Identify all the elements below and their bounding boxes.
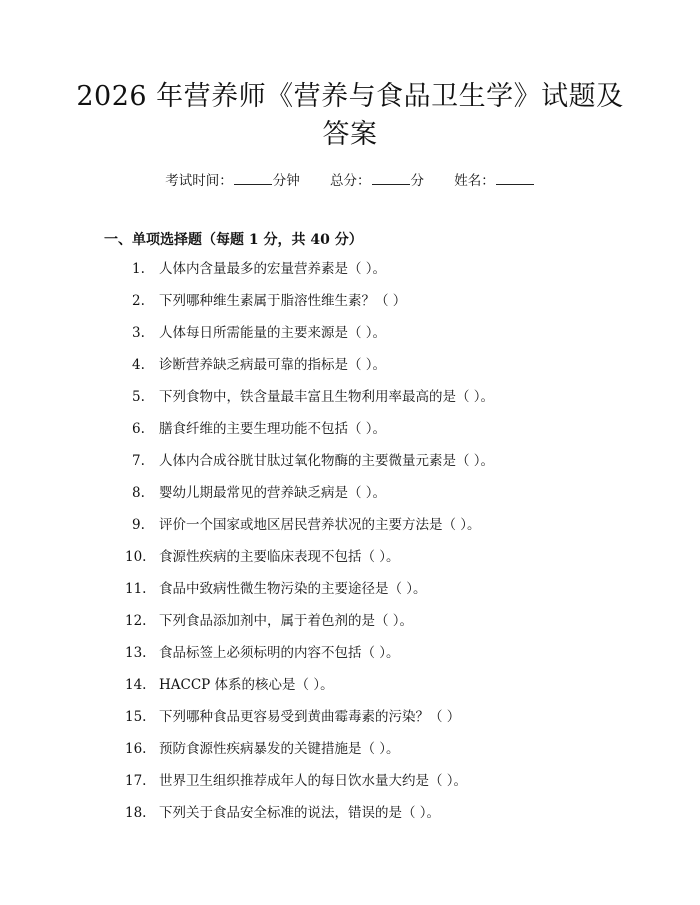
question-number: 14. xyxy=(125,677,147,693)
question-number: 17. xyxy=(125,773,147,789)
question-number: 11. xyxy=(125,581,147,597)
question-text: 人体每日所需能量的主要来源是（ ）。 xyxy=(159,325,387,341)
question-item xyxy=(0,541,700,573)
question-number: 18. xyxy=(125,805,147,821)
question-item xyxy=(0,765,700,797)
question-text: HACCP 体系的核心是（ ）。 xyxy=(159,677,334,693)
question-item xyxy=(0,349,700,381)
question-item xyxy=(0,733,700,765)
question-text: 世界卫生组织推荐成年人的每日饮水量大约是（ ）。 xyxy=(159,773,468,789)
question-number: 9. xyxy=(132,517,145,533)
total-score-field xyxy=(330,169,424,189)
total-score-label: 总分： xyxy=(330,173,371,189)
total-score-unit: 分 xyxy=(410,173,424,189)
question-number: 15. xyxy=(125,709,147,725)
section-heading: 一、单项选择题（每题 1 分，共 40 分） xyxy=(104,232,363,248)
exam-info-line xyxy=(0,169,700,189)
question-text: 膳食纤维的主要生理功能不包括（ ）。 xyxy=(159,421,387,437)
question-list xyxy=(0,253,700,829)
question-item xyxy=(0,253,700,285)
question-item xyxy=(0,317,700,349)
question-number: 16. xyxy=(125,741,147,757)
question-text: 食品中致病性微生物污染的主要途径是（ ）。 xyxy=(159,581,427,597)
question-text: 预防食源性疾病暴发的关键措施是（ ）。 xyxy=(159,741,400,757)
question-number: 7. xyxy=(132,453,145,469)
question-item xyxy=(0,445,700,477)
name-field xyxy=(454,169,535,189)
question-item xyxy=(0,573,700,605)
question-text: 食源性疾病的主要临床表现不包括（ ）。 xyxy=(159,549,400,565)
question-item xyxy=(0,381,700,413)
page-title xyxy=(60,78,640,154)
title-line-2: 答案 xyxy=(322,119,378,150)
question-item xyxy=(0,797,700,829)
question-item xyxy=(0,509,700,541)
question-text: 下列关于食品安全标准的说法，错误的是（ ）。 xyxy=(159,805,441,821)
question-text: 下列哪种食品更容易受到黄曲霉毒素的污染？（ ） xyxy=(159,709,461,725)
question-item xyxy=(0,701,700,733)
question-item xyxy=(0,477,700,509)
question-number: 6. xyxy=(132,421,145,437)
question-text: 诊断营养缺乏病最可靠的指标是（ ）。 xyxy=(159,357,387,373)
question-number: 10. xyxy=(125,549,147,565)
question-number: 2. xyxy=(132,293,145,309)
question-number: 12. xyxy=(125,613,147,629)
question-text: 婴幼儿期最常见的营养缺乏病是（ ）。 xyxy=(159,485,387,501)
name-label: 姓名： xyxy=(454,173,495,189)
exam-time-label: 考试时间： xyxy=(165,173,233,189)
question-text: 人体内含量最多的宏量营养素是（ ）。 xyxy=(159,261,387,277)
question-text: 评价一个国家或地区居民营养状况的主要方法是（ ）。 xyxy=(159,517,481,533)
question-number: 5. xyxy=(132,389,145,405)
question-item xyxy=(0,669,700,701)
question-item xyxy=(0,637,700,669)
question-text: 人体内合成谷胱甘肽过氧化物酶的主要微量元素是（ ）。 xyxy=(159,453,495,469)
title-line-1: 2026 年营养师《营养与食品卫生学》试题及 xyxy=(76,81,624,112)
exam-time-field xyxy=(165,169,300,189)
question-text: 下列哪种维生素属于脂溶性维生素？（ ） xyxy=(159,293,407,309)
question-number: 4. xyxy=(132,357,145,373)
question-text: 下列食品添加剂中，属于着色剂的是（ ）。 xyxy=(159,613,414,629)
question-number: 3. xyxy=(132,325,145,341)
question-text: 食品标签上必须标明的内容不包括（ ）。 xyxy=(159,645,400,661)
question-number: 1. xyxy=(132,261,145,277)
question-number: 13. xyxy=(125,645,147,661)
question-item xyxy=(0,413,700,445)
question-number: 8. xyxy=(132,485,145,501)
exam-time-unit: 分钟 xyxy=(272,173,300,189)
total-score-blank xyxy=(372,172,410,185)
name-blank xyxy=(496,172,534,185)
exam-time-blank xyxy=(234,172,272,185)
question-text: 下列食物中，铁含量最丰富且生物利用率最高的是（ ）。 xyxy=(159,389,495,405)
question-item xyxy=(0,605,700,637)
question-item xyxy=(0,285,700,317)
